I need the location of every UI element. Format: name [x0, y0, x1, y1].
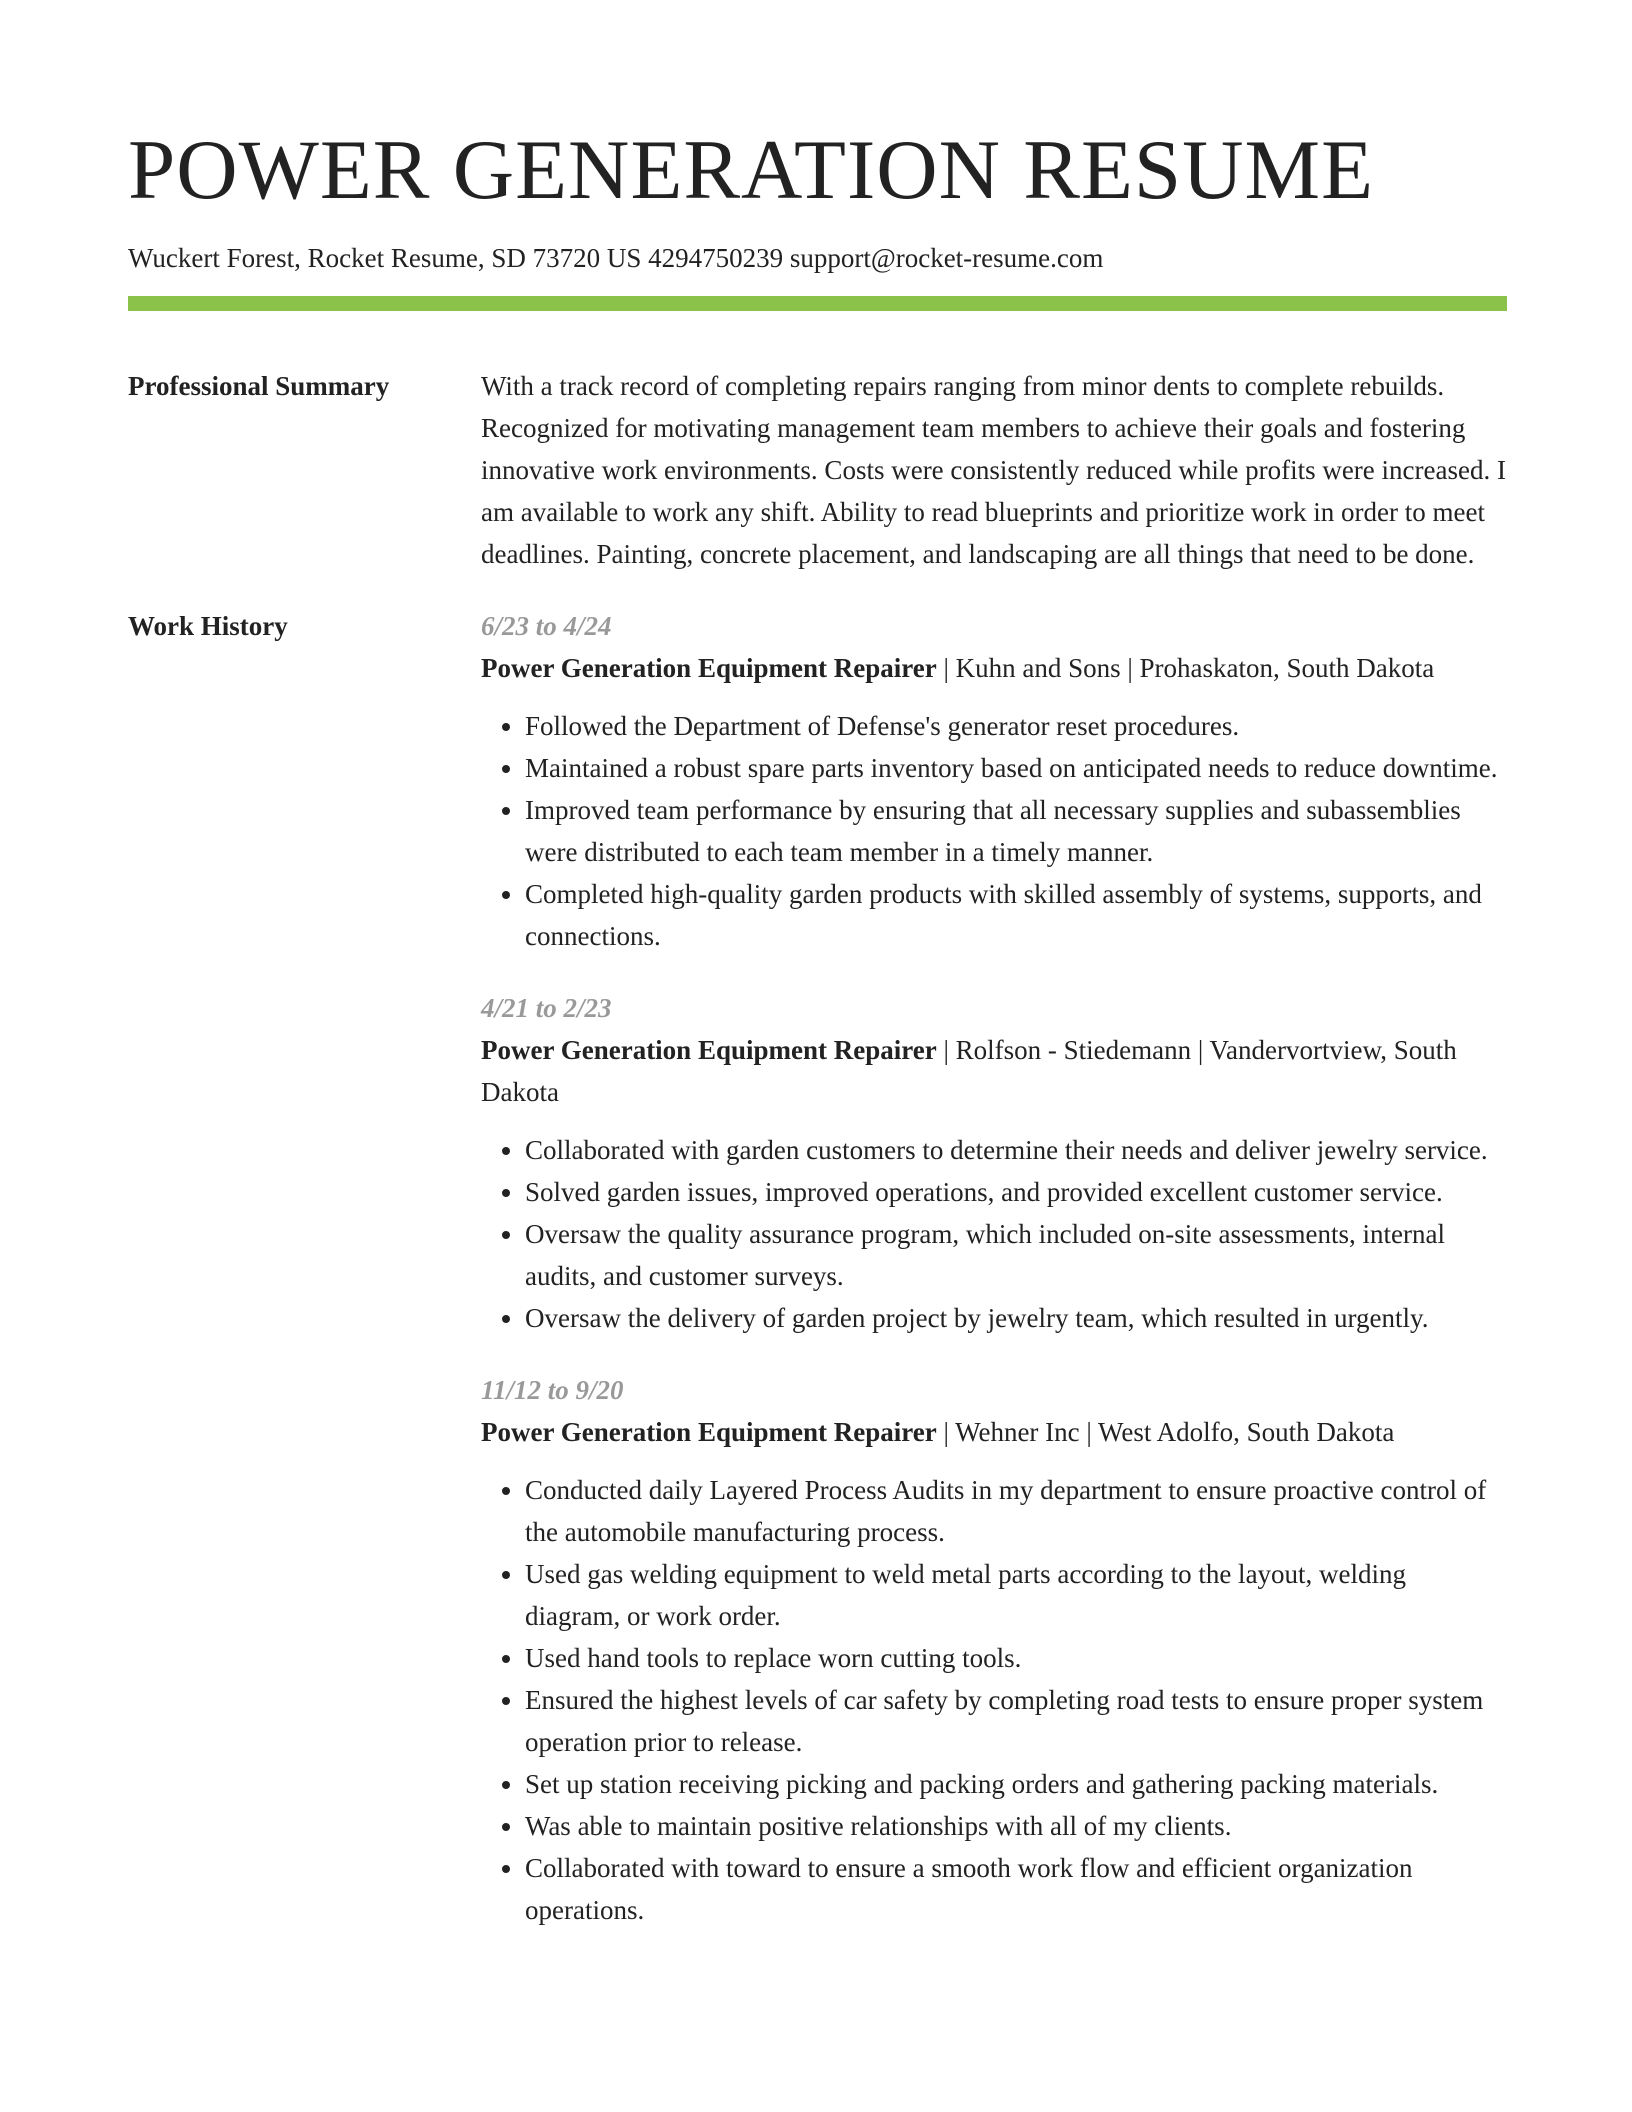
job-bullet: • Set up station receiving picking and packing orders and gathering packing materials.	[525, 1763, 1507, 1805]
job-heading	[481, 1411, 1507, 1453]
section-label-work-history: Work History	[128, 611, 288, 641]
header-divider	[128, 296, 1507, 311]
summary-text: With a track record of completing repairs ranging from minor dents to complete rebuilds. Recognized for motivating management team members to achieve their goals and fostering innovative work environments. Costs were consistently reduced while profits were increased. I am available to work any shift. Ability to read blueprints and prioritize work in order to meet deadlines. Painting, concrete placement, and landscaping are all things that need to be done.	[481, 371, 1506, 569]
job-dates: 6/23 to 4/24	[481, 611, 612, 641]
job-bullet: • Used hand tools to replace worn cutting tools.	[525, 1637, 1507, 1679]
job-heading	[481, 1029, 1507, 1113]
job-bullet: • Collaborated with toward to ensure a smooth work flow and efficient organization operations.	[525, 1847, 1507, 1931]
job-details: | Wehner Inc | West Adolfo, South Dakota	[936, 1417, 1395, 1447]
section-label-summary: Professional Summary	[128, 371, 390, 401]
job-entry	[481, 605, 1507, 957]
job-bullet: • Improved team performance by ensuring that all necessary supplies and subassemblies were distributed to each team member in a timely manner.	[525, 789, 1507, 873]
job-title: Power Generation Equipment Repairer	[481, 1417, 937, 1447]
job-bullet: • Oversaw the delivery of garden project by jewelry team, which resulted in urgently.	[525, 1297, 1507, 1339]
job-entry	[481, 1369, 1507, 1931]
professional-summary-section	[128, 365, 1507, 575]
summary-body	[481, 365, 1507, 575]
work-history-section	[128, 605, 1507, 1961]
job-bullet: • Was able to maintain positive relationships with all of my clients.	[525, 1805, 1507, 1847]
job-heading	[481, 647, 1507, 689]
job-dates: 4/21 to 2/23	[481, 993, 612, 1023]
job-bullet: • Collaborated with garden customers to determine their needs and deliver jewelry service.	[525, 1129, 1507, 1171]
work-history-body	[481, 605, 1507, 1961]
job-bullet-list	[481, 705, 1507, 957]
job-bullet-list	[481, 1469, 1507, 1931]
job-bullet: • Completed high-quality garden products with skilled assembly of systems, supports, and connections.	[525, 873, 1507, 957]
job-bullet: • Used gas welding equipment to weld metal parts according to the layout, welding diagram, or work order.	[525, 1553, 1507, 1637]
job-entry	[481, 987, 1507, 1339]
job-details: | Kuhn and Sons | Prohaskaton, South Dakota	[936, 653, 1435, 683]
job-bullet: • Maintained a robust spare parts inventory based on anticipated needs to reduce downtime.	[525, 747, 1507, 789]
job-bullet: • Ensured the highest levels of car safety by completing road tests to ensure proper system operation prior to release.	[525, 1679, 1507, 1763]
resume-title: POWER GENERATION RESUME	[128, 123, 1375, 217]
contact-line: Wuckert Forest, Rocket Resume, SD 73720 US 4294750239 support@rocket-resume.com	[128, 243, 1104, 273]
job-title: Power Generation Equipment Repairer	[481, 653, 937, 683]
job-bullet: • Followed the Department of Defense's generator reset procedures.	[525, 705, 1507, 747]
job-title: Power Generation Equipment Repairer	[481, 1035, 937, 1065]
job-dates: 11/12 to 9/20	[481, 1375, 624, 1405]
job-bullet: • Oversaw the quality assurance program, which included on-site assessments, internal audits, and customer surveys.	[525, 1213, 1507, 1297]
job-details: | Rolfson - Stiedemann | Vandervortview, South Dakota	[481, 1035, 1457, 1107]
job-bullet-list	[481, 1129, 1507, 1339]
job-bullet: • Solved garden issues, improved operations, and provided excellent customer service.	[525, 1171, 1507, 1213]
job-bullet: • Conducted daily Layered Process Audits in my department to ensure proactive control of the automobile manufacturing process.	[525, 1469, 1507, 1553]
